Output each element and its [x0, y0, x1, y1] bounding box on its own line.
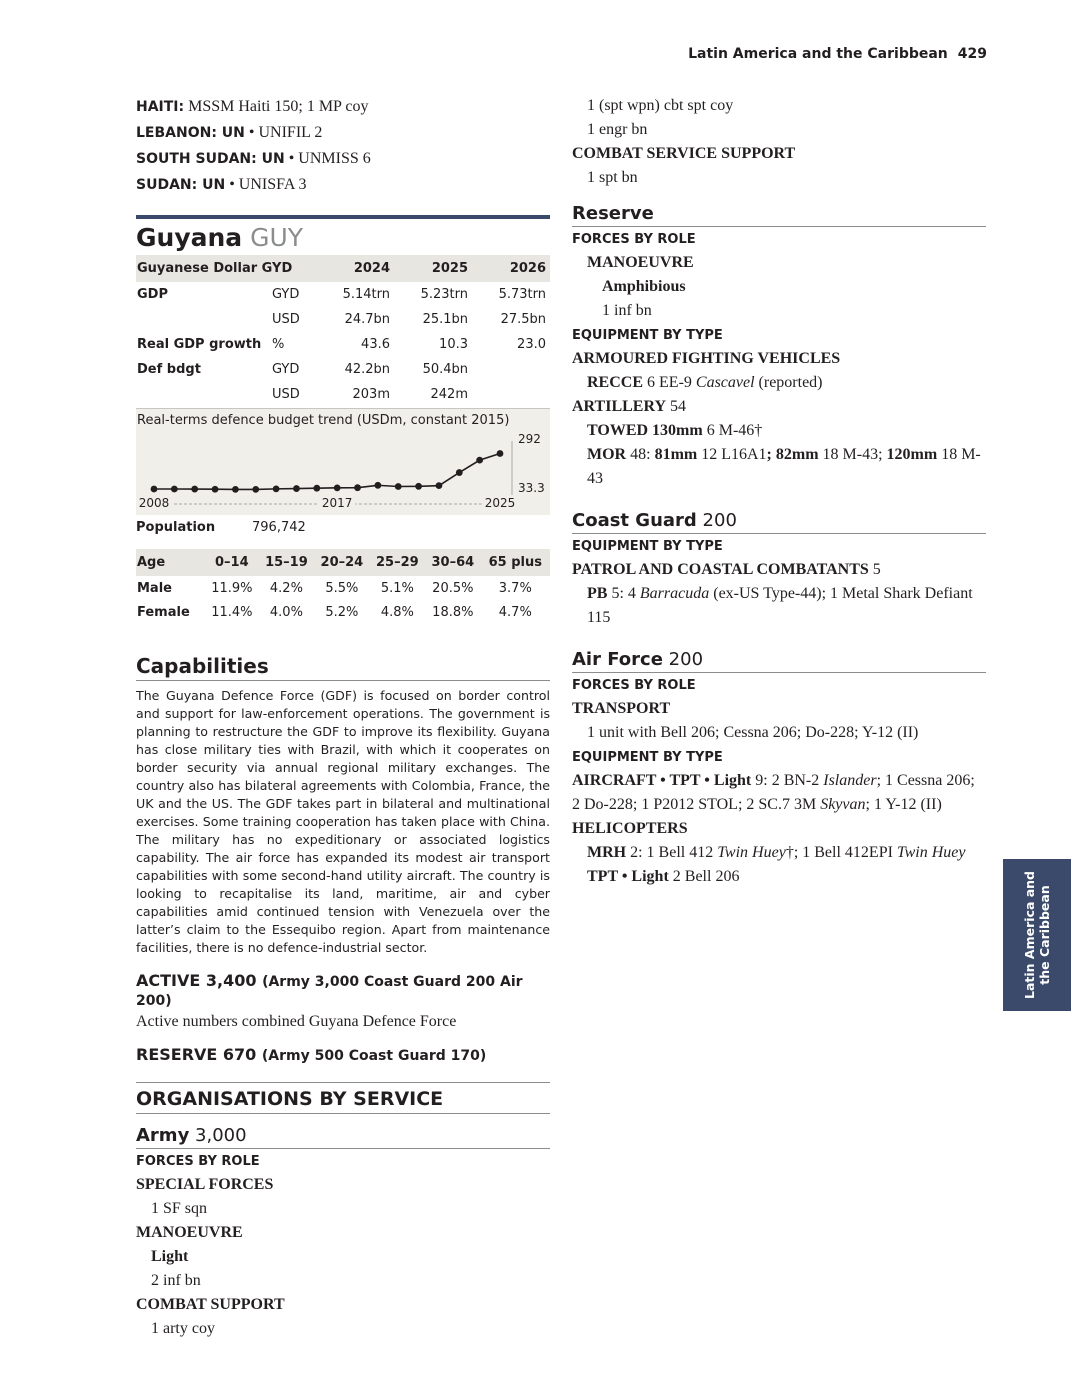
coast-guard-pcc: PATROL AND COASTAL COMBATANTS 5: [572, 561, 881, 578]
economic-table: [136, 255, 550, 407]
population-value: 796,742: [252, 520, 306, 535]
chart-point: [354, 484, 361, 491]
air-force-transport: TRANSPORT: [572, 700, 671, 717]
army-manoeuvre: MANOEUVRE: [136, 1224, 243, 1241]
left-column: [136, 94, 550, 1341]
chart-series-line: [154, 454, 500, 490]
deployments-list: [136, 94, 550, 198]
army-css-unit: 1 spt bn: [587, 169, 638, 186]
reserve-afv: ARMOURED FIGHTING VEHICLES: [572, 350, 841, 367]
coast-guard-heading: Coast Guard 200: [572, 509, 986, 534]
deployment-haiti: HAITI: MSSM Haiti 150; 1 MP coy: [136, 98, 369, 115]
chart-point: [273, 485, 280, 492]
active-note: Active numbers combined Guyana Defence Force: [136, 1013, 457, 1030]
running-head: [688, 46, 987, 62]
table-row: Real GDP growth % 43.6 10.3 23.0: [137, 337, 546, 352]
air-force-mrh: MRH 2: 1 Bell 412 Twin Huey†; 1 Bell 412EPI Twin Huey: [587, 844, 966, 861]
chart-point: [232, 486, 239, 493]
chart-point: [252, 486, 259, 493]
reserve-mortar: MOR 48: 81mm 12 L16A1; 82mm 18 M-43; 120mm 18 M-43: [587, 446, 981, 487]
army-cs-unit: 1 (spt wpn) cbt spt coy: [587, 97, 734, 114]
chart-point: [313, 485, 320, 492]
chart-point: [436, 482, 443, 489]
reserve-recce: RECCE 6 EE-9 Cascavel (reported): [587, 374, 823, 391]
air-force-equipment-by-type: EQUIPMENT BY TYPE: [572, 750, 723, 765]
table-row: Female 11.4% 4.0% 5.2% 4.8% 18.8% 4.7%: [137, 604, 532, 620]
chart-title: Real-terms defence budget trend (USDm, constant 2015): [137, 413, 510, 428]
table-row: USD 24.7bn 25.1bn 27.5bn: [272, 312, 546, 327]
reserve-amphibious: Amphibious: [602, 278, 686, 295]
reserve-towed: TOWED 130mm 6 M-46†: [587, 422, 763, 439]
defence-budget-trend-chart: [136, 408, 550, 515]
chart-point: [151, 486, 158, 493]
army-special-forces: SPECIAL FORCES: [136, 1176, 274, 1193]
army-combat-support: COMBAT SUPPORT: [136, 1296, 285, 1313]
air-force-transport-unit: 1 unit with Bell 206; Cessna 206; Do-228; Y-12 (II): [587, 724, 919, 741]
organisations-heading: ORGANISATIONS BY SERVICE: [136, 1082, 550, 1114]
table-row: Def bdgt GYD 42.2bn 50.4bn: [137, 362, 468, 377]
table-row: Male 11.9% 4.2% 5.5% 5.1% 20.5% 3.7%: [137, 580, 532, 596]
chart-y-label-max: 292: [518, 432, 541, 446]
air-force-forces-by-role: FORCES BY ROLE: [572, 678, 696, 693]
coast-guard-pb: PB 5: 4 Barracuda (ex-US Type-44); 1 Metal Shark Defiant 115: [587, 585, 973, 626]
reserve-forces-by-role: FORCES BY ROLE: [572, 232, 696, 247]
side-tab-line: the Caribbean: [1037, 885, 1052, 985]
chart-point: [212, 486, 219, 493]
country-name: Guyana: [136, 223, 243, 252]
running-head-title: Latin America and the Caribbean: [688, 46, 948, 62]
air-force-tpt: TPT • Light 2 Bell 206: [587, 868, 740, 885]
chart-x-tick-label: 2025: [484, 496, 516, 510]
reserve-strength: RESERVE 670 (Army 500 Coast Guard 170): [136, 1045, 487, 1064]
capabilities-heading: Capabilities: [136, 654, 550, 681]
chart-point: [415, 483, 422, 490]
chart-point: [476, 457, 483, 464]
coast-guard-equipment-by-type: EQUIPMENT BY TYPE: [572, 539, 723, 554]
army-heading: Army 3,000: [136, 1124, 550, 1149]
reserve-artillery: ARTILLERY 54: [572, 398, 687, 415]
capabilities-text: The Guyana Defence Force (GDF) is focused on border control and support for law-enforcement operations. The government is planning to restructure the GDF to improve its flexibility. Guyana has close military ties with Brazil, with which it cooperates on border security via annual regional military exchanges. The country also has bilateral agreements with Colombia, France, the UK and the US. The GDF takes part in bilateral and multinational exercises. Some training cooperation has taken place with China. The military has no expeditionary or associated logistics capability. The air force has expanded its modest air transport capabilities with some second-hand utility aircraft. The country is looking to recapitalise its land, maritime, air and cyber capabilities amid continued tension with Venezuela over the latter’s claim to the Essequibo region. Apart from maintenance facilities, there is no defence-industrial sector.: [136, 688, 550, 955]
chart-point: [171, 486, 178, 493]
army-cs-unit: 1 arty coy: [151, 1320, 215, 1337]
reserve-heading: Reserve: [572, 202, 986, 227]
air-force-aircraft: AIRCRAFT • TPT • Light 9: 2 BN-2 Islander; 1 Cessna 206; 2 Do-228; 1 P2012 STOL; 2 SC.7 3M Skyvan; 1 Y-12 (II): [572, 772, 975, 813]
reserve-manoeuvre: MANOEUVRE: [587, 254, 694, 271]
table-row: GDP GYD 5.14trn 5.23trn 5.73trn: [137, 287, 546, 302]
chart-point: [334, 484, 341, 491]
chart-point: [191, 486, 198, 493]
army-cs-unit: 1 engr bn: [587, 121, 648, 138]
deployment-sudan: SUDAN: UN • UNISFA 3: [136, 176, 307, 193]
side-tab-line: Latin America and: [1022, 870, 1037, 1000]
country-title: [136, 221, 550, 255]
trend-chart-svg: [136, 409, 550, 515]
country-code: GUY: [250, 223, 304, 252]
page-number: 429: [957, 46, 987, 62]
deployment-south-sudan: SOUTH SUDAN: UN • UNMISS 6: [136, 150, 371, 167]
chart-point: [293, 485, 300, 492]
section-side-tab: [1003, 859, 1071, 1011]
army-light: Light: [151, 1248, 189, 1265]
age-table-header: Age 0–14 15–19 20–24 25–29 30–64 65 plus: [136, 549, 550, 576]
army-css: COMBAT SERVICE SUPPORT: [572, 145, 796, 162]
age-table: [136, 549, 550, 624]
chart-x-tick-label: 2017: [321, 496, 353, 510]
army-light-unit: 2 inf bn: [151, 1272, 201, 1289]
country-divider: [136, 215, 550, 219]
army-forces-by-role: FORCES BY ROLE: [136, 1154, 260, 1169]
reserve-unit: 1 inf bn: [602, 302, 652, 319]
table-row: USD 203m 242m: [272, 387, 468, 402]
air-force-heading: Air Force 200: [572, 648, 986, 673]
chart-point: [374, 482, 381, 489]
air-force-helicopters: HELICOPTERS: [572, 820, 688, 837]
reserve-equipment-by-type: EQUIPMENT BY TYPE: [572, 328, 723, 343]
deployment-lebanon: LEBANON: UN • UNIFIL 2: [136, 124, 323, 141]
chart-point: [497, 450, 504, 457]
chart-point: [395, 483, 402, 490]
chart-point: [456, 469, 463, 476]
army-sf-unit: 1 SF sqn: [151, 1200, 208, 1217]
population-row: Population 796,742: [136, 520, 306, 535]
economic-table-header: Guyanese Dollar GYD 2024 2025 2026: [136, 255, 550, 282]
active-strength: ACTIVE 3,400 (Army 3,000 Coast Guard 200 Air 200): [136, 971, 523, 1009]
right-column: [572, 94, 986, 889]
chart-x-tick-label: 2008: [138, 496, 170, 510]
chart-y-label-min: 33.3: [518, 481, 545, 495]
